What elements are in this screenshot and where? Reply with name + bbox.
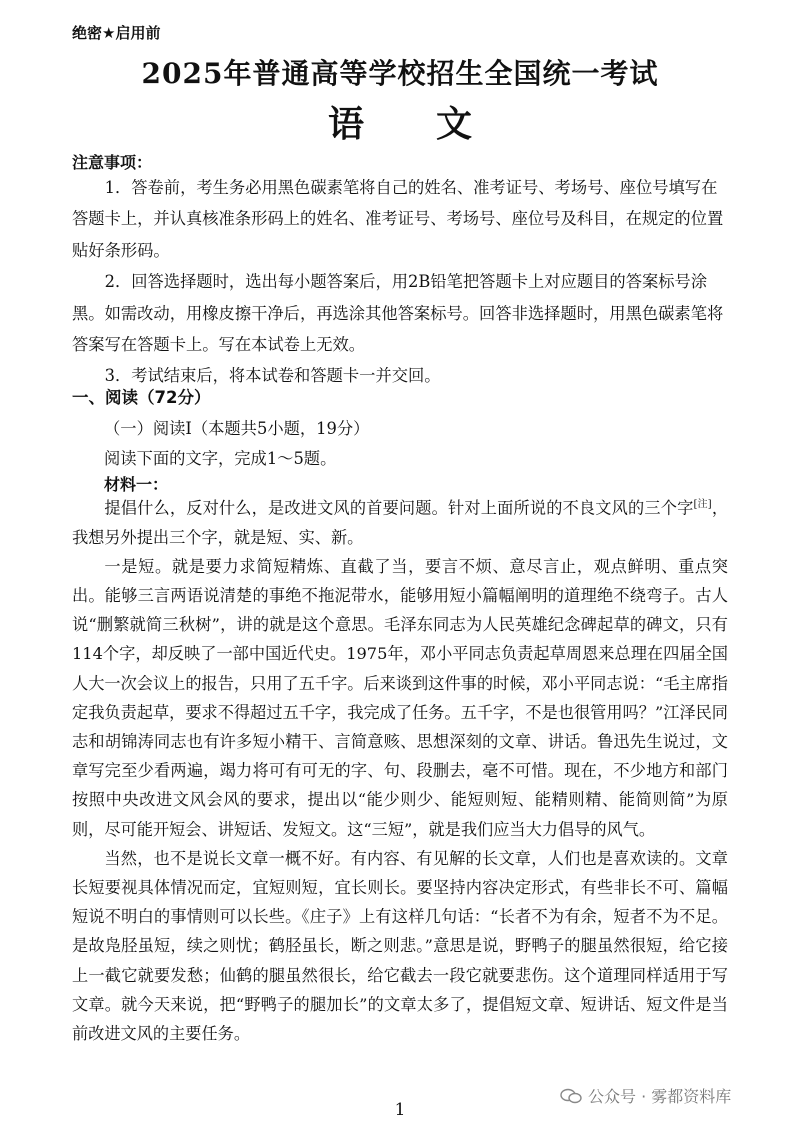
passage-text: 提倡什么，反对什么，是改进文风的首要问题。针对上面所说的不良文风的三个字 — [104, 498, 694, 518]
reading-instruction: 阅读下面的文字，完成1～5题。 — [104, 449, 337, 468]
material-label: 材料一： — [104, 475, 169, 494]
footnote-marker: [注] — [693, 499, 712, 510]
passage-body — [72, 490, 728, 1048]
exam-title: 2025年普通高等学校招生全国统一考试 — [141, 57, 659, 90]
subsection-title: （一）阅读Ⅰ（本题共5小题，19分） — [104, 419, 370, 438]
passage-text: ，我想另外提出三个字，就是短、实、新。 — [72, 498, 729, 547]
page-number: 1 — [394, 1100, 406, 1120]
section-title: 一、阅读（72分） — [72, 388, 211, 407]
note-item: 1．答卷前，考生务必用黑色碳素笔将自己的姓名、准考证号、考场号、座位号填写在答题卡上，并认真核准条形码上的姓名、准考证号、考场号、座位号及科目，在规定的位置贴好条形码。 — [72, 178, 724, 260]
watermark-text: 公众号 · 雾都资料库 — [588, 1087, 732, 1106]
note-item: 2．回答选择题时，选出每小题答案后，用2B铅笔把答题卡上对应题目的答案标号涂黑。如需改动，用橡皮擦干净后，再选涂其他答案标号。回答非选择题时，用黑色碳素笔将答案写在答题卡上。写在本试卷上无效。 — [72, 272, 724, 355]
notes-heading: 注意事项： — [72, 153, 153, 172]
notes-list — [72, 172, 728, 392]
passage-paragraph: 一是短。就是要力求简短精炼、直截了当，要言不烦、意尽言止，观点鲜明、重点突出。能够三言两语说清楚的事绝不拖泥带水，能够用短小篇幅阐明的道理绝不绕弯子。古人说“删繁就简三秋树”，讲的就是这个意思。毛泽东同志为人民英雄纪念碑起草的碑文，只有114个字，却反映了一部中国近代史。1975年，邓小平同志负责起草周恩来总理在四届全国人大一次会议上的报告，只用了五千字。后来谈到这件事的时候，邓小平同志说：“毛主席指定我负责起草，要求不得超过五千字，我完成了任务。五千字，不是也很管用吗？”江泽民同志和胡锦涛同志也有许多短小精干、言简意赅、思想深刻的文章、讲话。鲁迅先生说过，文章写完至少看两遍，竭力将可有可无的字、句、段删去，毫不可惜。现在，不少地方和部门按照中央改进文风会风的要求，提出以“能少则少、能短则短、能精则精、能简则简”为原则，尽可能开短会、讲短话、发短文。这“三短”，就是我们应当大力倡导的风气。 — [72, 556, 728, 839]
confidential-label: 绝密★启用前 — [72, 24, 161, 42]
note-item: 3．考试结束后，将本试卷和答题卡一并交回。 — [104, 366, 441, 386]
passage-paragraph: 当然，也不是说长文章一概不好。有内容、有见解的长文章，人们也是喜欢读的。文章长短要视具体情况而定，宜短则短，宜长则长。要坚持内容决定形式，有些非长不可、篇幅短说不明白的事情则可以长些。《庄子》上有这样几句话：“长者不为有余，短者不为不足。是故凫胫虽短，续之则忧；鹤胫虽长，断之则悲。”意思是说，野鸭子的腿虽然很短，给它接上一截它就要发愁；仙鹤的腿虽然很长，给它截去一段它就要悲伤。这个道理同样适用于写文章。就今天来说，把“野鸭子的腿加长”的文章太多了，提倡短文章、短讲话、短文件是当前改进文风的主要任务。 — [72, 848, 728, 1044]
subject-title: 语 文 — [327, 104, 472, 145]
passage-paragraph — [72, 490, 728, 552]
